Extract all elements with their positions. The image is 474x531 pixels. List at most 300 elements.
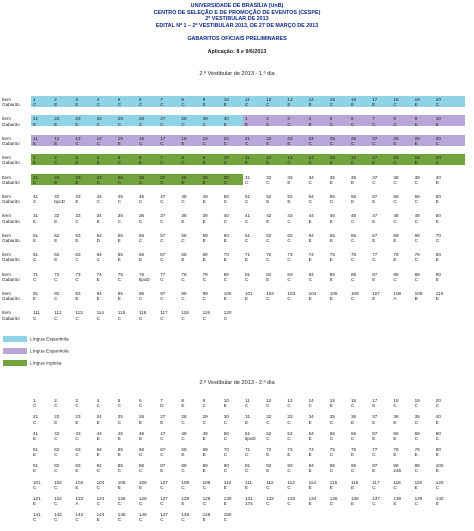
item-number: 21 (33, 174, 39, 180)
answer-cell (436, 233, 441, 243)
answer-cell (33, 496, 41, 506)
item-number: 34 (308, 174, 314, 180)
item-answer: C (202, 315, 206, 321)
answer-cell (436, 447, 441, 457)
item-answer: E (393, 501, 397, 506)
answer-cell (139, 398, 142, 408)
item-answer: E (54, 238, 58, 243)
item-number: 119 (414, 479, 422, 485)
answer-cell (266, 116, 269, 126)
answer-cell (75, 291, 80, 301)
item-number: 51 (33, 232, 39, 238)
item-answer: C (245, 218, 249, 224)
item-number: 124 (96, 495, 105, 501)
answer-cell (181, 155, 184, 165)
item-answer: C (54, 468, 58, 474)
answer-cell (393, 155, 398, 165)
day1-title: 2.º Vestibular de 2013 - 1.º dia (199, 71, 275, 77)
item-answer: E (54, 218, 58, 224)
item-number: 52 (266, 194, 272, 199)
answer-cell (97, 512, 105, 522)
item-answer: E (33, 452, 37, 458)
answer-cell (97, 97, 100, 107)
answer-cell (351, 431, 356, 441)
item-answer: C (139, 296, 143, 302)
answer-cell (351, 116, 354, 126)
answer-cell (224, 414, 229, 424)
item-number: 76 (139, 271, 145, 277)
item-answer: C (414, 218, 418, 224)
answer-cell (351, 194, 356, 204)
item-number: 103 (75, 479, 84, 485)
item-answer: C (223, 218, 228, 224)
answer-cell (287, 398, 292, 408)
item-number: 92 (266, 463, 272, 469)
item-answer: C (139, 179, 143, 185)
answer-cell (436, 414, 441, 424)
item-answer: C (160, 179, 164, 185)
item-number: 35 (329, 174, 335, 180)
item-answer: C (160, 276, 164, 282)
item-answer: C (202, 403, 206, 409)
item-answer: C (351, 238, 355, 243)
item-answer: C (329, 468, 334, 474)
item-number: 60 (435, 194, 441, 199)
answer-cell (139, 116, 144, 126)
answer-cell (97, 480, 105, 490)
answer-cell (139, 155, 142, 165)
item-answer: C (223, 160, 228, 166)
item-number: 86 (351, 271, 357, 277)
item-number: 6 (139, 398, 142, 403)
item-number: 57 (372, 430, 378, 436)
item-answer: C (33, 315, 37, 321)
item-answer: E (308, 102, 312, 108)
item-answer: E (329, 218, 333, 224)
item-answer: C (181, 102, 185, 108)
item-number: 28 (181, 116, 187, 122)
answer-cell (203, 155, 206, 165)
item-number: 67 (372, 232, 378, 238)
item-answer: C (372, 501, 376, 506)
item-answer: C (372, 179, 376, 185)
answer-cell (97, 175, 102, 185)
answer-cell (33, 272, 38, 282)
item-answer: C (393, 484, 397, 490)
answer-cell (287, 480, 294, 490)
answer-cell (309, 272, 314, 282)
item-answer: C (181, 296, 185, 302)
item-answer: E (351, 199, 355, 205)
answer-cell (139, 136, 144, 146)
answer-cell (118, 480, 126, 490)
item-answer: E (287, 199, 291, 205)
answer-cell (266, 414, 271, 424)
item-answer: E (223, 484, 227, 490)
item-answer: C (245, 468, 249, 474)
item-number: 26 (139, 116, 145, 122)
item-answer: C (287, 501, 291, 506)
item-answer: C (139, 218, 143, 224)
item-number: 19 (414, 398, 420, 403)
item-number: 72 (266, 252, 272, 258)
item-answer: C (160, 121, 164, 127)
item-number: 74 (96, 271, 102, 277)
item-answer: E (54, 257, 58, 263)
item-answer: C (287, 257, 291, 263)
item-number: 68 (393, 232, 399, 238)
item-answer: E (54, 121, 58, 127)
answer-cell (287, 252, 292, 262)
answer-cell (97, 414, 102, 424)
item-answer: C (202, 141, 206, 146)
answer-cell (309, 480, 316, 490)
item-number: 9 (202, 155, 206, 161)
item-number: 108 (393, 291, 402, 296)
item-number: 73 (75, 271, 81, 277)
item-number: 95 (117, 291, 123, 296)
item-answer: C (351, 296, 355, 302)
item-answer: C (266, 238, 270, 243)
item-answer: E (308, 435, 312, 441)
item-number: 17 (372, 155, 378, 161)
item-number: 20 (435, 97, 441, 102)
item-answer: E (223, 403, 227, 409)
item-answer: C (75, 257, 79, 263)
item-answer: C (181, 199, 185, 205)
item-answer: C (96, 199, 100, 205)
answer-cell (118, 310, 125, 320)
answer-cell (97, 252, 102, 262)
item-answer: C (393, 276, 397, 282)
legend-swatch (3, 348, 27, 354)
item-answer: C (414, 501, 418, 506)
item-number: 70 (435, 232, 441, 238)
item-answer: C (266, 179, 270, 185)
item-number: 84 (308, 271, 314, 277)
item-answer: E (308, 419, 312, 425)
item-number: 5 (117, 97, 121, 102)
item-number: 99 (414, 463, 420, 469)
item-answer: C (308, 179, 312, 185)
answer-cell (54, 463, 59, 473)
answer-cell (33, 213, 38, 223)
answer-cell (245, 175, 250, 185)
item-answer: C (75, 315, 79, 321)
item-answer: E (202, 218, 206, 224)
item-number: 47 (160, 194, 166, 199)
item-number: 23 (75, 414, 81, 420)
answer-cell (33, 463, 38, 473)
answer-cell (97, 496, 105, 506)
item-number: 109 (414, 291, 423, 296)
answer-cell (160, 480, 168, 490)
item-answer: C (223, 419, 228, 425)
header-edital: EDITAL Nº 1 – 2º VESTIBULAR 2013, DE 27 DE MARÇO DE 2013 (155, 22, 319, 29)
item-answer: E (54, 419, 58, 425)
item-answer: C (96, 141, 100, 146)
item-number: 123 (75, 495, 84, 501)
item-answer: C (75, 403, 79, 409)
item-answer: C (75, 276, 79, 282)
answer-cell (245, 480, 252, 490)
answer-cell (97, 431, 102, 441)
item-number: 41 (245, 213, 251, 219)
answer-cell (436, 398, 441, 408)
item-answer: E (435, 468, 439, 474)
item-number: 19 (414, 97, 420, 102)
answer-cell (118, 447, 123, 457)
item-answer: C (181, 419, 185, 425)
row-label-gabarito: Gabarito (2, 102, 20, 108)
item-number: 30 (223, 174, 229, 180)
item-number: 142 (54, 512, 62, 518)
item-answer: E (414, 484, 418, 490)
item-answer: C (393, 179, 397, 185)
item-number: 45 (329, 213, 335, 219)
item-number: 30 (435, 135, 441, 141)
item-number: 3 (75, 97, 78, 102)
item-answer: C (117, 102, 122, 108)
answer-cell (330, 496, 338, 506)
answer-cell (245, 447, 250, 457)
answer-cell (266, 398, 271, 408)
item-answer: E (96, 517, 100, 523)
answer-cell (415, 431, 420, 441)
answer-cell (160, 398, 163, 408)
item-answer: E (117, 238, 121, 243)
answer-cell (330, 155, 335, 165)
item-number: 114 (96, 310, 104, 316)
answer-cell (181, 463, 186, 473)
item-number: 50 (223, 430, 229, 436)
item-answer: C (329, 199, 334, 205)
answer-cell (75, 213, 80, 223)
item-number: 56 (139, 232, 145, 238)
answer-cell (287, 175, 292, 185)
item-number: 140 (435, 495, 444, 501)
answer-cell (245, 252, 250, 262)
item-answer: E (160, 419, 164, 425)
item-number: 100 (435, 463, 444, 469)
answer-cell (160, 97, 163, 107)
item-number: 70 (223, 446, 229, 452)
item-answer: E (435, 179, 439, 185)
item-number: 14 (308, 97, 314, 102)
item-answer: C (393, 218, 397, 224)
answer-cell (309, 136, 314, 146)
answer-cell (139, 233, 144, 243)
answer-cell (330, 233, 335, 243)
item-number: 47 (372, 213, 378, 219)
answer-cell (139, 291, 144, 301)
item-number: 3 (75, 155, 78, 161)
item-answer: E (33, 238, 37, 243)
answer-cell (436, 431, 441, 441)
item-answer: C (160, 199, 164, 205)
answer-cell (54, 310, 61, 320)
answer-cell (415, 398, 420, 408)
answer-cell (203, 272, 208, 282)
item-answer: C (223, 468, 228, 474)
item-answer: C (351, 468, 355, 474)
item-number: 3 (287, 116, 290, 122)
answer-cell (330, 431, 335, 441)
answer-cell (436, 496, 444, 506)
item-answer: E (414, 102, 418, 108)
item-number: 16 (351, 155, 357, 161)
item-number: 58 (393, 430, 399, 436)
answer-cell (97, 310, 104, 320)
item-number: 53 (287, 430, 293, 436)
item-number: 44 (96, 430, 102, 436)
answer-cell (118, 194, 123, 204)
item-answer: C (181, 238, 185, 243)
item-answer: C (181, 468, 185, 474)
item-number: 54 (308, 194, 314, 199)
item-number: 81 (245, 271, 251, 277)
answer-cell (224, 496, 232, 506)
answer-cell (160, 155, 163, 165)
answer-cell (224, 463, 229, 473)
answer-cell (181, 175, 186, 185)
answer-cell (75, 512, 83, 522)
item-number: 44 (308, 213, 314, 219)
item-answer: C (33, 517, 37, 523)
answer-cell (54, 447, 59, 457)
item-number: 54 (96, 232, 102, 238)
answer-cell (203, 136, 208, 146)
answer-cell (287, 463, 292, 473)
answer-cell (181, 136, 186, 146)
answer-cell (118, 233, 123, 243)
item-answer: C (329, 419, 334, 425)
item-answer: E (266, 121, 270, 127)
answer-cell (75, 136, 80, 146)
item-answer: C (287, 435, 291, 441)
item-number: 39 (414, 414, 420, 420)
item-number: 65 (329, 232, 335, 238)
answer-cell (309, 414, 314, 424)
answer-cell (436, 175, 441, 185)
answer-cell (266, 496, 274, 506)
item-answer: E (351, 484, 355, 490)
item-answer: C (33, 419, 37, 425)
item-number: 113 (287, 479, 295, 485)
item-number: 81 (33, 463, 39, 469)
item-answer: C (266, 102, 270, 108)
item-answer: C (287, 276, 291, 282)
item-number: 7 (372, 116, 375, 122)
item-answer: C (33, 403, 37, 409)
item-answer: C (287, 238, 291, 243)
item-number: 85 (329, 271, 335, 277)
item-answer: C (266, 419, 270, 425)
answer-cell (54, 398, 57, 408)
item-number: 60 (223, 232, 229, 238)
item-number: 111 (33, 310, 40, 316)
answer-cell (54, 155, 57, 165)
answer-cell (75, 194, 80, 204)
answer-cell (245, 97, 250, 107)
item-answer: E (96, 435, 100, 441)
item-number: 91 (33, 291, 39, 296)
answer-cell (224, 155, 229, 165)
item-number: 59 (202, 232, 208, 238)
item-number: 141 (33, 512, 41, 518)
item-answer: C (414, 403, 418, 409)
item-number: 55 (329, 194, 335, 199)
item-answer: C (96, 102, 100, 108)
answer-cell (245, 213, 250, 223)
answer-cell (351, 136, 356, 146)
answer-cell (181, 233, 186, 243)
item-answer: E (435, 218, 439, 224)
item-answer: C (160, 452, 164, 458)
item-answer: C (117, 276, 122, 282)
item-number: 33 (75, 213, 81, 219)
item-number: 35 (329, 414, 335, 420)
item-answer: C (287, 468, 291, 474)
item-answer: C (117, 468, 122, 474)
item-answer: C (33, 179, 37, 185)
item-number: 32 (54, 213, 60, 219)
item-number: 120 (223, 310, 232, 316)
item-answer: E (96, 452, 100, 458)
item-number: 129 (202, 495, 211, 501)
item-number: 73 (287, 252, 293, 258)
item-answer: C (414, 199, 418, 205)
item-number: 66 (351, 232, 357, 238)
answer-cell (436, 155, 441, 165)
item-answer: C (160, 435, 164, 441)
answer-cell (330, 97, 335, 107)
item-answer: C (117, 315, 122, 321)
item-answer: C (160, 238, 164, 243)
item-number: 11 (245, 398, 250, 403)
item-answer: C (223, 276, 228, 282)
row-label-gabarito: Gabarito (2, 141, 20, 146)
answer-cell (118, 155, 121, 165)
answer-cell (266, 97, 271, 107)
item-number: 36 (351, 414, 357, 420)
answer-cell (287, 414, 292, 424)
item-answer: C (435, 484, 440, 490)
item-answer: C (351, 218, 355, 224)
item-answer: C (287, 121, 291, 127)
answer-cell (181, 116, 186, 126)
item-answer: E (308, 218, 312, 224)
item-number: 104 (308, 291, 317, 296)
row-label-gabarito: Gabarito (2, 179, 20, 185)
answer-cell (372, 175, 377, 185)
row-label-gabarito: Gabarito (2, 315, 20, 321)
item-number: 105 (117, 479, 126, 485)
legend-item (3, 336, 69, 342)
item-number: 101 (245, 291, 253, 296)
item-number: 112 (266, 479, 274, 485)
item-answer: C (351, 276, 355, 282)
answer-cell (139, 213, 144, 223)
item-number: 146 (139, 512, 147, 518)
item-answer: E (266, 218, 270, 224)
item-number: 38 (181, 213, 187, 219)
answer-cell (245, 291, 253, 301)
answer-cell (203, 431, 208, 441)
item-number: 43 (287, 213, 293, 219)
item-answer: C (181, 160, 185, 166)
item-number: 107 (160, 479, 168, 485)
